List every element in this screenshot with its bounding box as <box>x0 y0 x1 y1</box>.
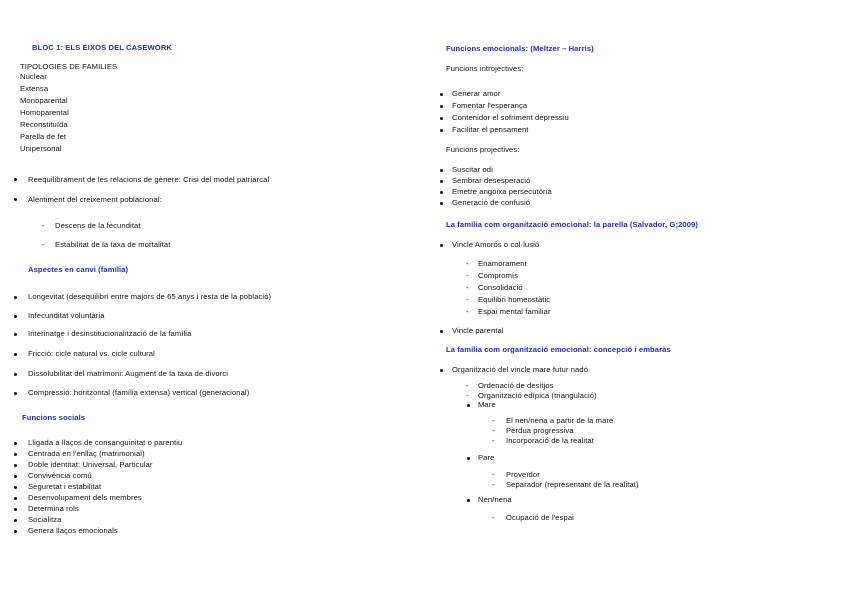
introjectives-title: Funcions introjectives: <box>446 64 524 73</box>
list-item: Longevitat (desequilibri entre majors de 65 anys i resta de la població) <box>28 292 272 301</box>
list-item: Compressió: horitzontal (família extensa) vertical (generacional) <box>28 388 250 397</box>
bullet-icon <box>14 296 17 299</box>
bullet-icon <box>14 508 17 511</box>
list-item: Socialitza <box>28 515 62 524</box>
list-item: Doble identitat: Universal, Particular <box>28 460 153 469</box>
list-item: Vincle Amorós o col·lusió <box>452 240 540 249</box>
tipologia-item: Reconstituïda <box>20 120 68 129</box>
bullet-icon <box>467 499 470 502</box>
list-item: Pèrdua progressiva <box>506 426 574 435</box>
bullet-icon <box>14 530 17 533</box>
list-item: Equilibri homeostàtic <box>478 295 551 304</box>
bullet-icon <box>14 442 17 445</box>
list-item: Desenvolupament dels membres <box>28 493 142 502</box>
dash-icon: - <box>492 513 495 522</box>
list-item: Organització del vincle mare futur nadó <box>452 365 589 374</box>
dash-icon: - <box>492 416 495 425</box>
list-item: Facilitar el pensament <box>452 125 529 134</box>
bullet-icon <box>14 178 17 181</box>
list-item: Determina rols <box>28 504 79 513</box>
tipologies-title: TIPOLOGIES DE FAMILIES <box>20 62 118 71</box>
mare-label: Mare <box>478 400 496 409</box>
projectives-title: Funcions projectives: <box>446 145 520 154</box>
list-item: Convivència comú <box>28 471 92 480</box>
bullet-icon <box>440 202 443 205</box>
dash-icon: - <box>466 295 469 304</box>
bullet-icon <box>440 93 443 96</box>
socials-title: Funcions socials <box>22 413 86 422</box>
bullet-icon <box>467 404 470 407</box>
list-item: Consolidació <box>478 283 523 292</box>
list-item: Dissolubilitat del matrimoni: Augment de la taxa de divorci <box>28 369 229 378</box>
bullet-icon <box>440 105 443 108</box>
list-item: Ocupació de l'espai <box>506 513 574 522</box>
list-item: Generar amor <box>452 89 501 98</box>
list-item: Separador (representant de la realitat) <box>506 480 639 489</box>
list-item: Compromís <box>478 271 519 280</box>
bloc-title: BLOC 1: ELS EIXOS DEL CASEWORK <box>32 43 172 52</box>
list-item: Reequilibrament de les relacions de gènere: Crisi del model patriarcal <box>28 175 270 184</box>
list-item: Centrada en l'enllaç (matrimonial) <box>28 449 145 458</box>
tipologia-item: Parella de fet <box>20 132 67 141</box>
list-item: Lligada a llaços de consanguinitat o parentiu <box>28 438 183 447</box>
tipologia-item: Unipersonal <box>20 144 62 153</box>
tipologia-item: Monoparental <box>20 96 68 105</box>
bullet-icon <box>440 330 443 333</box>
pare-label: Pare <box>478 453 495 462</box>
list-item: Estabilitat de la taxa de mortalitat <box>55 240 171 249</box>
list-item: Interinatge i desinstitucionalització de la família <box>28 329 192 338</box>
parella-title: La família com organització emocional: la parella (Salvador, G;2009) <box>446 220 698 229</box>
dash-icon: - <box>492 436 495 445</box>
bullet-icon <box>14 373 17 376</box>
list-item: Genera llaços emocionals <box>28 526 118 535</box>
list-item: Fomentar l'esperança <box>452 101 528 110</box>
bullet-icon <box>14 392 17 395</box>
bullet-icon <box>440 129 443 132</box>
tipologia-item: Homoparental <box>20 108 69 117</box>
list-item: Incorporació de la realitat <box>506 436 594 445</box>
bullet-icon <box>440 169 443 172</box>
concepcio-title: La família com organització emocional: concepció i embaràs <box>446 345 671 354</box>
bullet-icon <box>14 464 17 467</box>
list-item: Generació de confusió <box>452 198 531 207</box>
bullet-icon <box>14 486 17 489</box>
list-item: Fricció: cicle natural vs. cicle cultural <box>28 349 155 358</box>
bullet-icon <box>440 369 443 372</box>
list-item: El nen/nena a partir de la mare <box>506 416 614 425</box>
bullet-icon <box>14 453 17 456</box>
list-item: Organització edípica (triangulació) <box>478 391 597 400</box>
bullet-icon <box>14 198 17 201</box>
list-item: Seguretat i estabilitat <box>28 482 102 491</box>
dash-icon: - <box>42 240 45 249</box>
dash-icon: - <box>466 307 469 316</box>
dash-icon: - <box>492 480 495 489</box>
dash-icon: - <box>492 470 495 479</box>
emocionals-title: Funcions emocionals: (Meltzer – Harris) <box>446 44 594 53</box>
dash-icon: - <box>492 426 495 435</box>
nen-label: Nen/nena <box>478 495 512 504</box>
list-item: Enamorament <box>478 259 527 268</box>
list-item: Alentiment del creixement poblacional: <box>28 195 162 204</box>
dash-icon: - <box>42 221 45 230</box>
bullet-icon <box>440 244 443 247</box>
list-item: Vincle parental <box>452 326 504 335</box>
list-item: Espai mental familiar <box>478 307 551 316</box>
dash-icon: - <box>466 283 469 292</box>
bullet-icon <box>440 180 443 183</box>
bullet-icon <box>440 191 443 194</box>
list-item: Emetre angoixa persecutòria <box>452 187 552 196</box>
bullet-icon <box>440 117 443 120</box>
list-item: Infecunditat voluntària <box>28 311 105 320</box>
bullet-icon <box>14 315 17 318</box>
dash-icon: - <box>466 271 469 280</box>
bullet-icon <box>14 353 17 356</box>
list-item: Ordenació de desitjos <box>478 381 554 390</box>
list-item: Contenidor el sofriment depressiu <box>452 113 569 122</box>
bullet-icon <box>14 333 17 336</box>
dash-icon: - <box>466 259 469 268</box>
dash-icon: - <box>466 391 469 400</box>
bullet-icon <box>14 497 17 500</box>
dash-icon: - <box>466 381 469 390</box>
bullet-icon <box>14 519 17 522</box>
list-item: Descens de la fecunditat <box>55 221 141 230</box>
bullet-icon <box>467 457 470 460</box>
aspectes-title: Aspectes en canvi (família) <box>28 265 129 274</box>
list-item: Proveïdor <box>506 470 540 479</box>
tipologia-item: Nuclear <box>20 72 47 81</box>
list-item: Suscitar odi <box>452 165 493 174</box>
bullet-icon <box>14 475 17 478</box>
list-item: Sembrar desesperació <box>452 176 531 185</box>
tipologia-item: Extensa <box>20 84 49 93</box>
